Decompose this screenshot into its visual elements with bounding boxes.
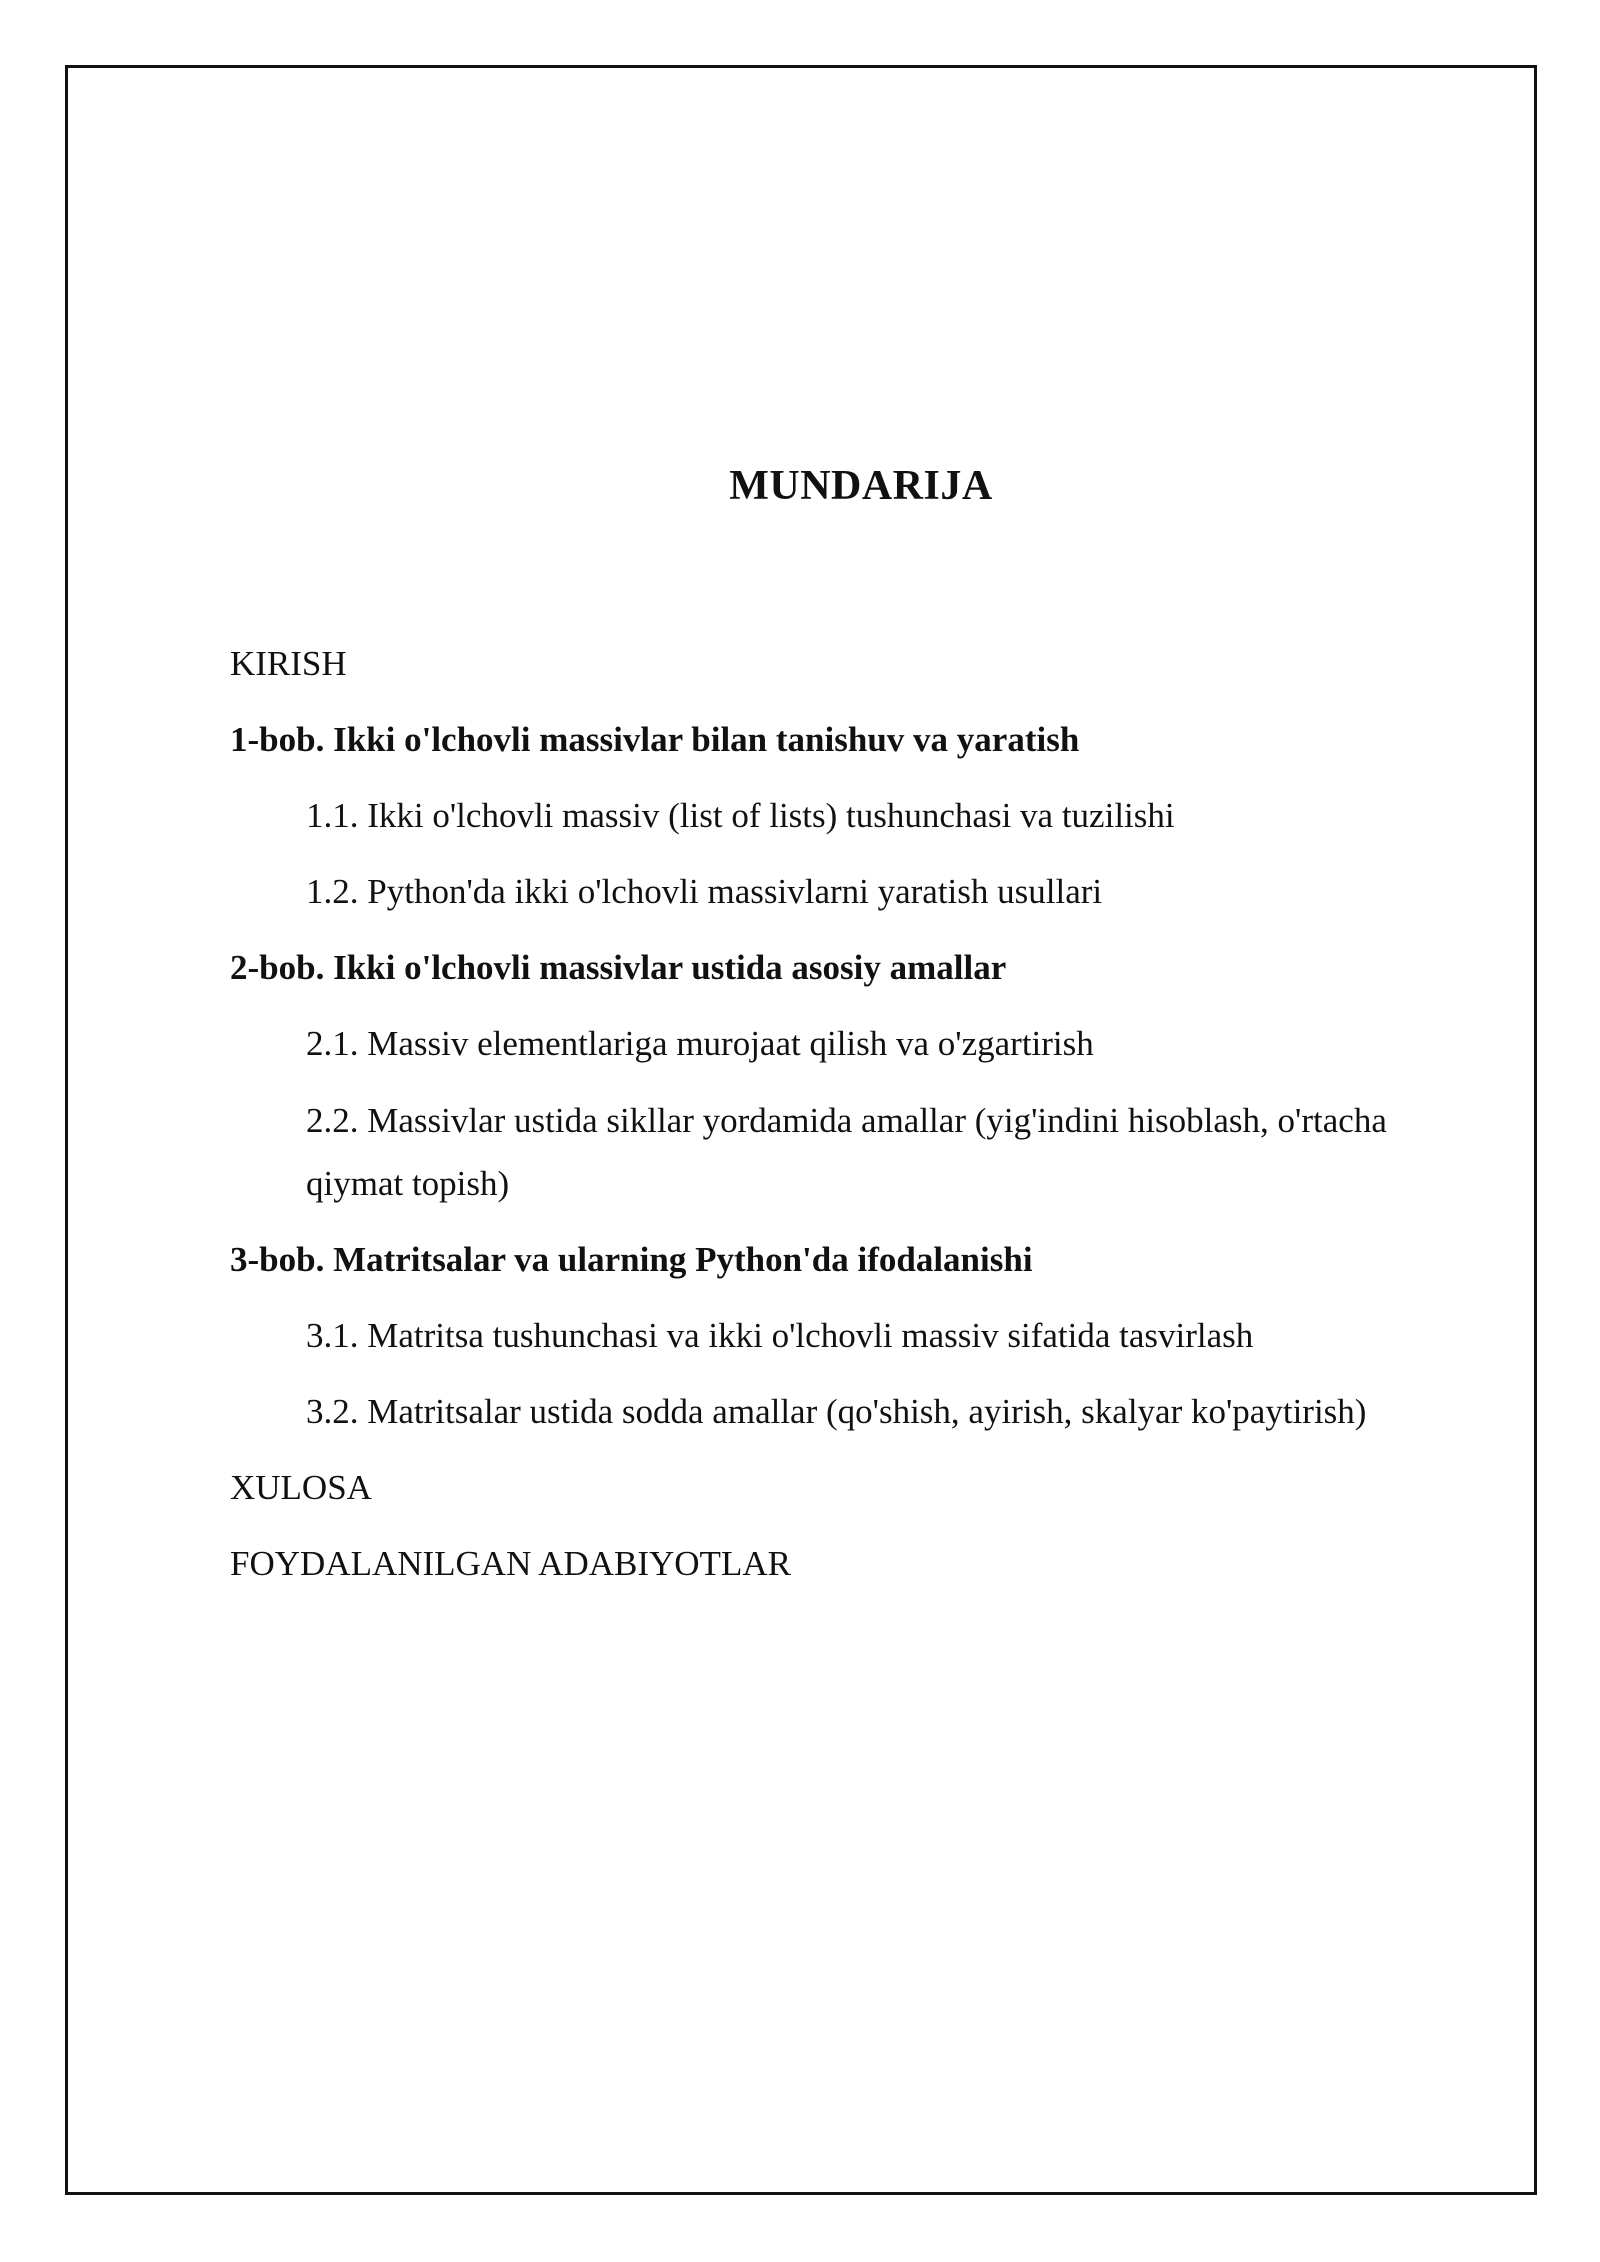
toc-chapter-2: 2-bob. Ikki o'lchovli massivlar ustida asosiy amallar xyxy=(230,948,1007,987)
toc-section-1-1: 1.1. Ikki o'lchovli massiv (list of lists) tushunchasi va tuzilishi xyxy=(306,796,1175,835)
toc-section-3-1: 3.1. Matritsa tushunchasi va ikki o'lchovli massiv sifatida tasvirlash xyxy=(306,1316,1254,1355)
toc-entry-references: FOYDALANILGAN ADABIYOTLAR xyxy=(230,1544,791,1583)
toc-entry-conclusion: XULOSA xyxy=(230,1468,372,1507)
toc-section-2-2: 2.2. Massivlar ustida sikllar yordamida amallar (yig'indini hisoblash, o'rtacha qiymat topish) xyxy=(306,1101,1387,1203)
toc-chapter-3: 3-bob. Matritsalar va ularning Python'da ifodalanishi xyxy=(230,1240,1033,1279)
toc-section-1-2: 1.2. Python'da ikki o'lchovli massivlarni yaratish usullari xyxy=(306,872,1103,911)
toc-title: MUNDARIJA xyxy=(729,463,993,509)
toc-chapter-1: 1-bob. Ikki o'lchovli massivlar bilan tanishuv va yaratish xyxy=(230,720,1080,759)
table-of-contents xyxy=(230,641,1490,1617)
toc-section-2-1: 2.1. Massiv elementlariga murojaat qilish va o'zgartirish xyxy=(306,1024,1094,1063)
toc-entry-introduction: KIRISH xyxy=(230,644,347,683)
toc-section-3-2: 3.2. Matritsalar ustida sodda amallar (qo'shish, ayirish, skalyar ko'paytirish) xyxy=(306,1392,1367,1431)
